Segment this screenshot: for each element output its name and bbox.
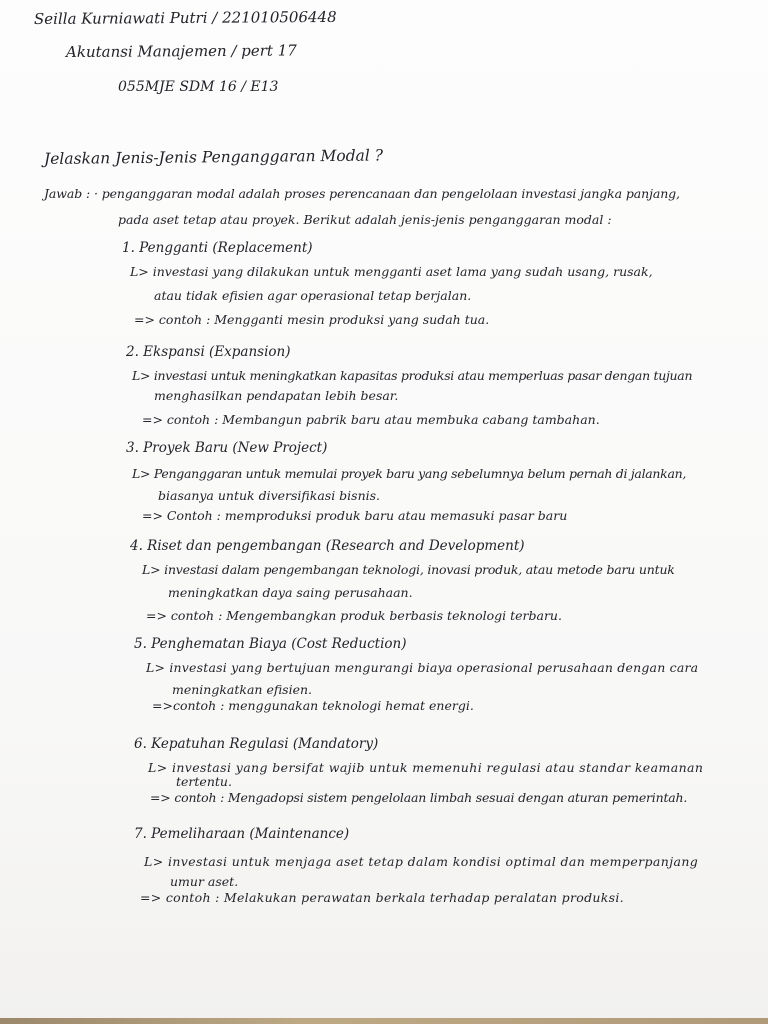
item-4-example: => contoh : Mengembangkan produk berbasis teknologi terbaru. xyxy=(146,608,562,623)
item-5-title: 5. Penghematan Biaya (Cost Reduction) xyxy=(134,636,407,652)
item-4-title: 4. Riset dan pengembangan (Research and Development) xyxy=(130,538,525,554)
item-1-description-line-1: L> investasi yang dilakukan untuk mengganti aset lama yang sudah usang, rusak, xyxy=(130,264,653,279)
item-7-description-line-1: L> investasi untuk menjaga aset tetap dalam kondisi optimal dan memperpanjang xyxy=(144,854,699,869)
item-7-example: => contoh : Melakukan perawatan berkala terhadap peralatan produksi. xyxy=(140,890,624,905)
item-3-title: 3. Proyek Baru (New Project) xyxy=(126,440,328,456)
item-6-example: => contoh : Mengadopsi sistem pengelolaan limbah sesuai dengan aturan pemerintah. xyxy=(150,790,688,805)
class-line: 055MJE SDM 16 / E13 xyxy=(118,79,279,95)
item-3-description-line-2: biasanya untuk diversifikasi bisnis. xyxy=(158,488,381,503)
item-1-example: => contoh : Mengganti mesin produksi yang sudah tua. xyxy=(134,312,490,327)
item-2-title: 2. Ekspansi (Expansion) xyxy=(126,344,291,360)
item-2-description-line-1: L> investasi untuk meningkatkan kapasitas produksi atau memperluas pasar dengan tujuan xyxy=(132,368,693,383)
item-1-title: 1. Pengganti (Replacement) xyxy=(122,240,313,256)
answer-intro-line-1: Jawab : · penganggaran modal adalah proses perencanaan dan pengelolaan investasi jangka panjang, xyxy=(44,186,680,201)
item-4-description-line-2: meningkatkan daya saing perusahaan. xyxy=(168,585,413,600)
item-2-description-line-2: menghasilkan pendapatan lebih besar. xyxy=(154,388,399,403)
item-6-title: 6. Kepatuhan Regulasi (Mandatory) xyxy=(134,736,379,752)
answer-intro-line-2: pada aset tetap atau proyek. Berikut adalah jenis-jenis penganggaran modal : xyxy=(118,212,612,227)
item-5-description-line-1: L> investasi yang bertujuan mengurangi biaya operasional perusahaan dengan cara xyxy=(146,660,699,675)
course-line: Akutansi Manajemen / pert 17 xyxy=(65,41,297,61)
item-5-example: =>contoh : menggunakan teknologi hemat energi. xyxy=(152,698,474,713)
item-6-description-line-1: L> investasi yang bersifat wajib untuk memenuhi regulasi atau standar keamanan xyxy=(148,760,704,775)
item-5-description-line-2: meningkatkan efisien. xyxy=(172,682,313,697)
item-6-description-line-2: tertentu. xyxy=(176,774,232,789)
item-2-example: => contoh : Membangun pabrik baru atau membuka cabang tambahan. xyxy=(142,412,600,427)
student-name-line: Seilla Kurniawati Putri / 221010506448 xyxy=(33,7,337,28)
item-7-title: 7. Pemeliharaan (Maintenance) xyxy=(134,826,350,842)
item-4-description-line-1: L> investasi dalam pengembangan teknologi, inovasi produk, atau metode baru untuk xyxy=(142,562,675,577)
item-1-description-line-2: atau tidak efisien agar operasional tetap berjalan. xyxy=(154,288,472,303)
item-7-description-line-2: umur aset. xyxy=(170,874,239,889)
question-text: Jelaskan Jenis-Jenis Penganggaran Modal ? xyxy=(43,146,384,168)
item-3-description-line-1: L> Penganggaran untuk memulai proyek baru yang sebelumnya belum pernah di jalankan, xyxy=(132,466,687,481)
item-3-example: => Contoh : memproduksi produk baru atau memasuki pasar baru xyxy=(142,508,568,523)
